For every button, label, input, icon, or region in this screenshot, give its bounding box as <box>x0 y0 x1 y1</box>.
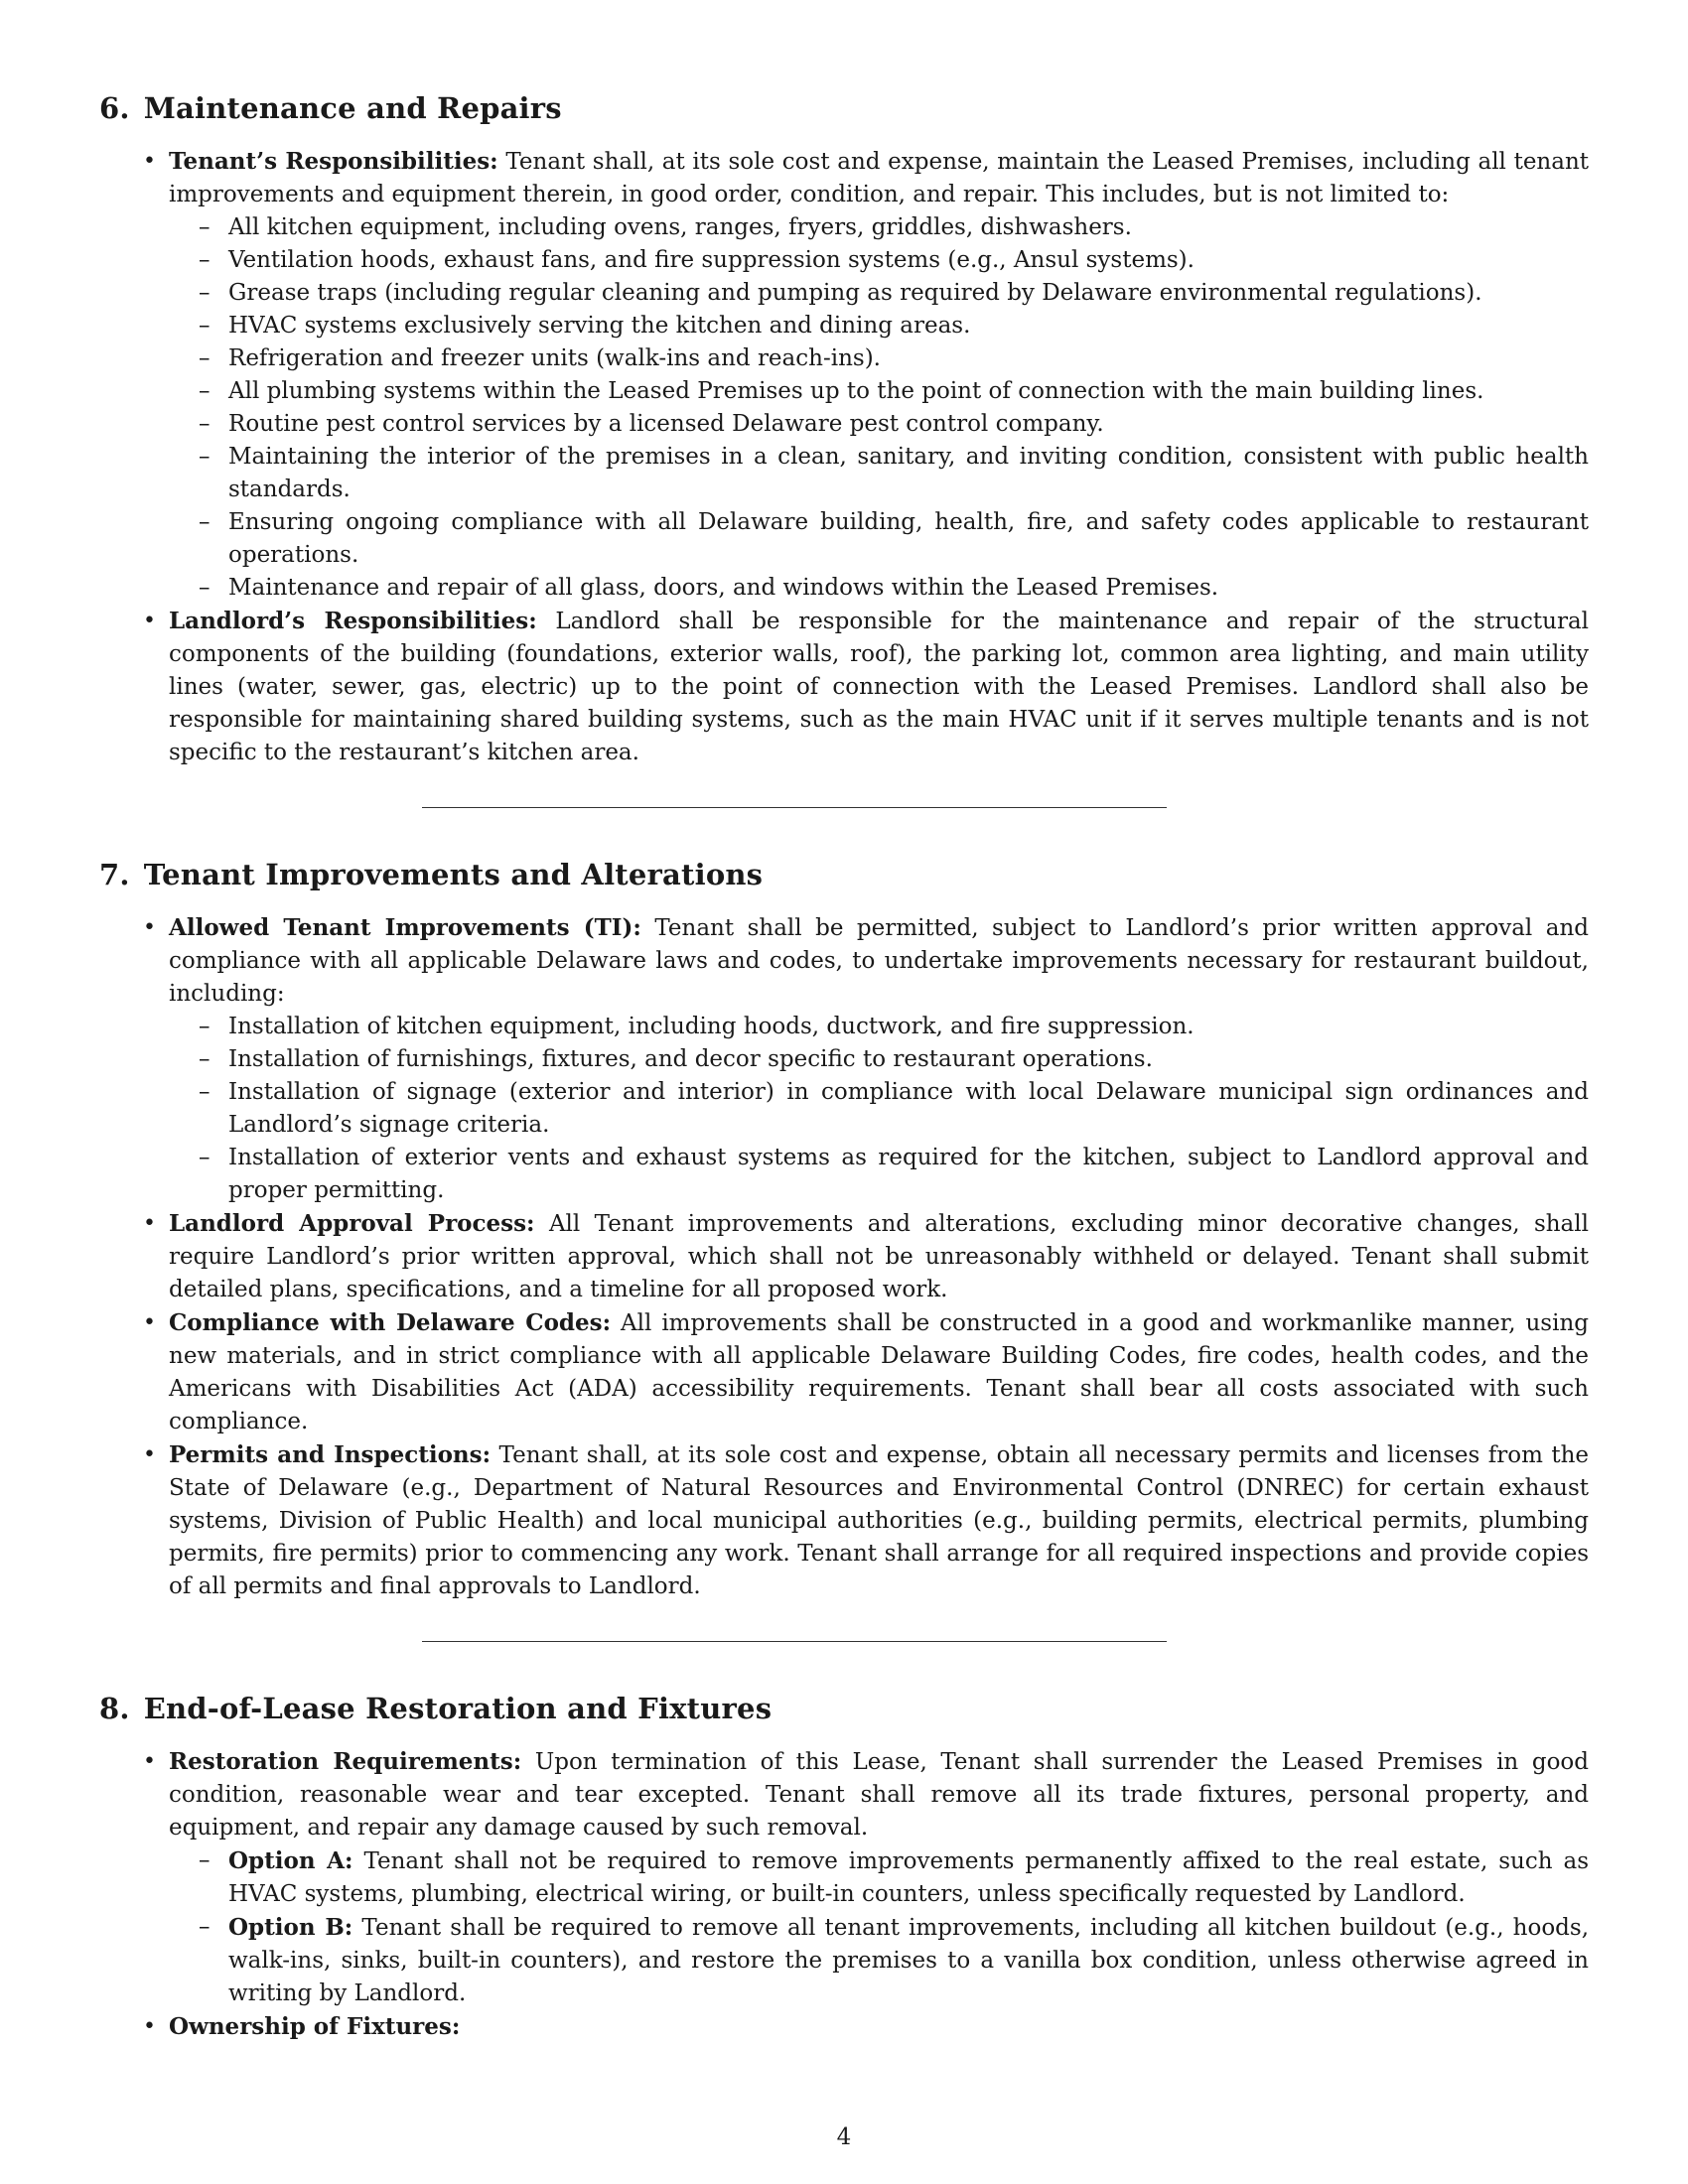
bullet-lead: Tenant’s Responsibilities: <box>169 148 498 175</box>
bullet-text: Tenant shall be permitted, subject to Landlord’s prior written approval and compliance with all applicable Delaware laws and codes, to undertake improvements necessary for restaurant buildout, including: <box>169 915 1590 1007</box>
bullet-text: Tenant shall, at its sole cost and expense, maintain the Leased Premises, including all tenant improvements and equipment therein, in good order, condition, and repair. This includes, but is not limited to: <box>169 149 1590 207</box>
sub-item: – Grease traps (including regular cleaning and pumping as required by Delaware environmental regulations). <box>228 277 1589 310</box>
bullet-item <box>169 1438 1589 1603</box>
section-end-of-lease-restoration <box>99 1692 1589 2044</box>
section-number: 7. <box>99 858 130 891</box>
bullet-lead: Restoration Requirements: <box>169 1748 522 1775</box>
page-number: 4 <box>836 2124 852 2150</box>
bullet-text: All improvements shall be constructed in a good and workmanlike manner, using new materials, and in strict compliance with all applicable Delaware Building Codes, fire codes, health codes, and the Americans with Disabilities Act (ADA) accessibility requirements. Tenant shall bear all costs associated with such compliance. <box>169 1310 1590 1434</box>
sub-item: – Ensuring ongoing compliance with all Delaware building, health, fire, and safety codes applicable to restaurant operations. <box>228 506 1589 572</box>
sub-item: – Refrigeration and freezer units (walk-ins and reach-ins). <box>228 342 1589 375</box>
sub-item: – HVAC systems exclusively serving the kitchen and dining areas. <box>228 310 1589 342</box>
bullet-item <box>169 2010 1589 2044</box>
section-tenant-improvements <box>99 858 1589 1603</box>
bullet-text: Tenant shall, at its sole cost and expense, obtain all necessary permits and licenses from the State of Delaware (e.g., Department of Natural Resources and Environmental Control (DNREC) for certain exhaust systems, Division of Public Health) and local municipal authorities (e.g., building permits, electrical permits, plumbing permits, fire permits) prior to commencing any work. Tenant shall arrange for all required inspections and provide copies of all permits and final approvals to Landlord. <box>169 1442 1590 1599</box>
sub-item: – Installation of exterior vents and exhaust systems as required for the kitchen, subject to Landlord approval and proper permitting. <box>228 1142 1589 1207</box>
sub-item-option-a <box>228 1844 1589 1911</box>
section-heading <box>99 1692 1589 1725</box>
bullet-lead: Landlord Approval Process: <box>169 1210 535 1237</box>
sub-item: – Maintaining the interior of the premises in a clean, sanitary, and inviting condition, consistent with public health standards. <box>228 441 1589 506</box>
sub-item-option-b <box>228 1911 1589 2010</box>
section-divider <box>422 807 1167 808</box>
sub-item: – Ventilation hoods, exhaust fans, and fire suppression systems (e.g., Ansul systems). <box>228 244 1589 277</box>
sub-item: – Installation of kitchen equipment, including hoods, ductwork, and fire suppression. <box>228 1011 1589 1043</box>
bullet-lead: Permits and Inspections: <box>169 1441 492 1468</box>
section-title: Maintenance and Repairs <box>143 91 562 125</box>
sub-item: – All kitchen equipment, including ovens, ranges, fryers, griddles, dishwashers. <box>228 211 1589 244</box>
sub-item: – All plumbing systems within the Leased Premises up to the point of connection with the main building lines. <box>228 375 1589 408</box>
bullet-item <box>169 1745 1589 2010</box>
section-bullet-list <box>99 1745 1589 2044</box>
bullet-item <box>169 1306 1589 1438</box>
section-bullet-list <box>99 145 1589 769</box>
section-heading <box>99 858 1589 891</box>
option-lead: Option B: <box>228 1914 353 1941</box>
option-lead: Option A: <box>228 1847 353 1874</box>
option-text: Tenant shall be required to remove all tenant improvements, including all kitchen buildout (e.g., hoods, walk-ins, sinks, built-in counters), and restore the premises to a vanilla box condition, unless otherwise agreed in writing by Landlord. <box>228 1915 1590 2006</box>
section-maintenance-and-repairs <box>99 91 1589 769</box>
sub-list <box>169 1844 1589 2010</box>
sub-item: – Installation of furnishings, fixtures, and decor specific to restaurant operations. <box>228 1043 1589 1076</box>
bullet-text: All Tenant improvements and alterations, excluding minor decorative changes, shall require Landlord’s prior written approval, which shall not be unreasonably withheld or delayed. Tenant shall submit detailed plans, specifications, and a timeline for all proposed work. <box>169 1211 1589 1302</box>
sub-item: – Routine pest control services by a licensed Delaware pest control company. <box>228 408 1589 441</box>
sub-list <box>169 1011 1589 1207</box>
sub-item: – Maintenance and repair of all glass, doors, and windows within the Leased Premises. <box>228 572 1589 605</box>
document-page <box>99 91 1589 2044</box>
bullet-lead: Landlord’s Responsibilities: <box>169 608 537 634</box>
section-divider <box>422 1641 1167 1642</box>
bullet-text: Landlord shall be responsible for the maintenance and repair of the structural components of the building (foundations, exterior walls, roof), the parking lot, common area lighting, and main utility lines (water, sewer, gas, electric) up to the point of connection with the Leased Premises. Landlord shall also be responsible for maintaining shared building systems, such as the main HVAC unit if it serves multiple tenants and is not specific to the restaurant’s kitchen area. <box>169 609 1590 765</box>
sub-item: – Installation of signage (exterior and interior) in compliance with local Delaware municipal sign ordinances and Landlord’s signage criteria. <box>228 1076 1589 1142</box>
option-text: Tenant shall not be required to remove improvements permanently affixed to the real estate, such as HVAC systems, plumbing, electrical wiring, or built-in counters, unless specifically requested by Landlord. <box>228 1848 1590 1907</box>
section-bullet-list <box>99 911 1589 1603</box>
section-title: End-of-Lease Restoration and Fixtures <box>143 1692 773 1725</box>
section-heading <box>99 91 1589 125</box>
bullet-text: Upon termination of this Lease, Tenant shall surrender the Leased Premises in good condition, reasonable wear and tear excepted. Tenant shall remove all its trade fixtures, personal property, and equipment, and repair any damage caused by such removal. <box>169 1749 1589 1841</box>
bullet-item <box>169 911 1589 1207</box>
section-title: Tenant Improvements and Alterations <box>143 858 764 891</box>
sub-list <box>169 211 1589 605</box>
bullet-item <box>169 145 1589 605</box>
bullet-lead: Compliance with Delaware Codes: <box>169 1309 612 1336</box>
bullet-lead: Ownership of Fixtures: <box>169 2013 461 2040</box>
bullet-item <box>169 605 1589 769</box>
section-number: 6. <box>99 91 130 125</box>
bullet-lead: Allowed Tenant Improvements (TI): <box>169 914 641 941</box>
section-number: 8. <box>99 1692 130 1725</box>
bullet-item <box>169 1207 1589 1306</box>
